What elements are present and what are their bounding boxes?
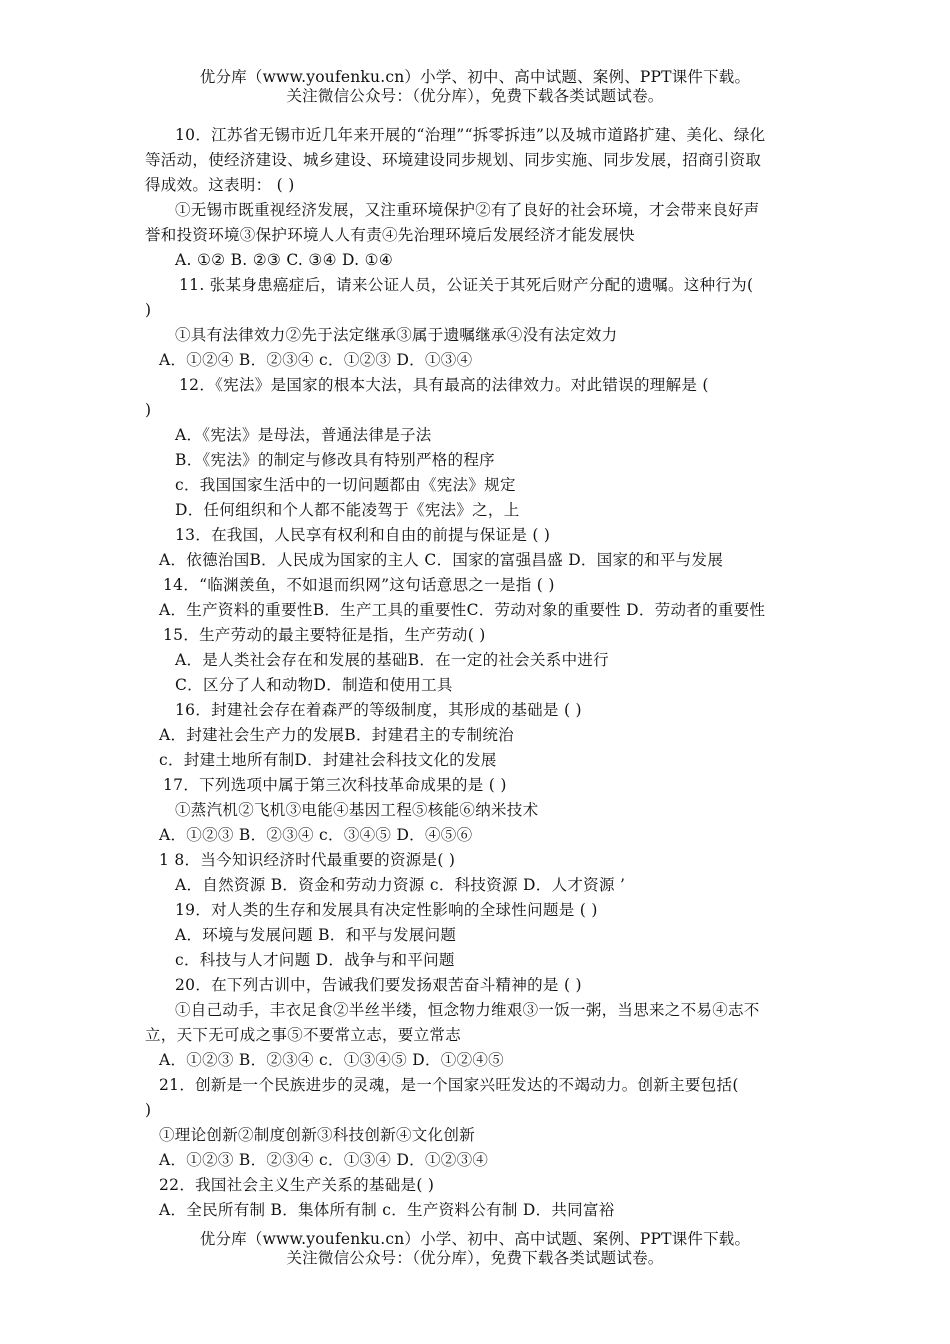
q15-options-2: C．区分了人和动物D．制造和使用工具 (175, 676, 453, 694)
q20-options: A．①②③ B．②③④ c．①③④⑤ D．①②④⑤ (159, 1051, 504, 1069)
q17-statements: ①蒸汽机②飞机③电能④基因工程⑤核能⑥纳米技术 (175, 801, 539, 819)
q12-option-c: c．我国国家生活中的一切问题都由《宪法》规定 (175, 476, 516, 494)
q11-statements: ①具有法律效力②先于法定继承③属于遗嘱继承④没有法定效力 (175, 326, 618, 344)
question-body (145, 123, 813, 1223)
q10-statements-1: ①无锡市既重视经济发展，又注重环境保护②有了良好的社会环境，才会带来良好声 (175, 201, 760, 219)
q12-stem-1: 12．《宪法》是国家的根本大法，具有最高的法律效力。对此错误的理解是 ( (179, 376, 709, 394)
q22-stem: 22．我国社会主义生产关系的基础是( ) (159, 1176, 435, 1194)
page-footer (0, 1230, 950, 1268)
q15-options-1: A．是人类社会存在和发展的基础B．在一定的社会关系中进行 (175, 651, 609, 669)
q20-stem: 20．在下列古训中，告诫我们要发扬艰苦奋斗精神的是 ( ) (175, 976, 582, 994)
q14-stem: 14．“临渊羡鱼，不如退而织网”这句话意思之一是指 ( ) (163, 576, 555, 594)
q10-stem-1: 10．江苏省无锡市近几年来开展的“治理”“拆零拆违”以及城市道路扩建、美化、绿化 (175, 126, 766, 144)
q15-stem: 15．生产劳动的最主要特征是指，生产劳动( ) (163, 626, 486, 644)
q12-option-b: B．《宪法》的制定与修改具有特别严格的程序 (175, 451, 495, 469)
q18-stem: 1 8．当今知识经济时代最重要的资源是( ) (159, 851, 456, 869)
q16-options-1: A．封建社会生产力的发展B．封建君主的专制统治 (159, 726, 514, 744)
q12-option-a: A．《宪法》是母法，普通法律是子法 (175, 426, 432, 444)
footer-line-2: 关注微信公众号：（优分库），免费下载各类试题试卷。 (286, 1249, 664, 1267)
q14-options: A．生产资料的重要性B．生产工具的重要性C．劳动对象的重要性 D．劳动者的重要性 (159, 601, 766, 619)
q11-stem-2: ) (145, 301, 152, 319)
q12-option-d: D．任何组织和个人都不能凌驾于《宪法》之，上 (175, 501, 520, 519)
header-line-1: 优分库（www.youfenku.cn）小学、初中、高中试题、案例、PPT课件下载。 (199, 68, 751, 86)
q19-stem: 19．对人类的生存和发展具有决定性影响的全球性问题是 ( ) (175, 901, 598, 919)
q22-options: A．全民所有制 B．集体所有制 c．生产资料公有制 D．共同富裕 (159, 1201, 615, 1219)
q11-options: A．①②④ B．②③④ c．①②③ D．①③④ (159, 351, 473, 369)
q13-stem: 13．在我国，人民享有权利和自由的前提与保证是 ( ) (175, 526, 551, 544)
q20-statements-1: ①自己动手，丰衣足食②半丝半缕，恒念物力维艰③一饭一粥，当思来之不易④志不 (175, 1001, 760, 1019)
q10-stem-2: 等活动，使经济建设、城乡建设、环境建设同步规划、同步实施、同步发展，招商引资取 (145, 151, 762, 169)
q21-stem-2: ) (145, 1101, 152, 1119)
q17-stem: 17．下列选项中属于第三次科技革命成果的是 ( ) (163, 776, 507, 794)
q20-statements-2: 立，天下无可成之事⑤不要常立志，要立常志 (145, 1026, 462, 1044)
q11-stem-1: 11. 张某身患癌症后，请来公证人员，公证关于其死后财产分配的遗嘱。这种行为( (179, 276, 754, 294)
q21-stem-1: 21．创新是一个民族进步的灵魂，是一个国家兴旺发达的不竭动力。创新主要包括( (159, 1076, 739, 1094)
q13-options: A．依德治国B．人民成为国家的主人 C．国家的富强昌盛 D．国家的和平与发展 (159, 551, 724, 569)
q19-options-1: A．环境与发展问题 B．和平与发展问题 (175, 926, 457, 944)
header-line-2: 关注微信公众号：（优分库），免费下载各类试题试卷。 (286, 87, 664, 105)
q10-statements-2: 誉和投资环境③保护环境人人有责④先治理环境后发展经济才能发展快 (145, 226, 635, 244)
q10-stem-3: 得成效。这表明： ( ) (145, 176, 295, 194)
q16-stem: 16．封建社会存在着森严的等级制度，其形成的基础是 ( ) (175, 701, 582, 719)
q10-options: A. ①② B. ②③ C. ③④ D. ①④ (175, 251, 394, 269)
q21-options: A．①②③ B．②③④ c．①③④ D．①②③④ (159, 1151, 489, 1169)
q17-options: A．①②③ B．②③④ c．③④⑤ D．④⑤⑥ (159, 826, 473, 844)
page-header (0, 68, 950, 106)
q12-stem-2: ) (145, 401, 152, 419)
q21-statements: ①理论创新②制度创新③科技创新④文化创新 (159, 1126, 476, 1144)
q19-options-2: c．科技与人才问题 D．战争与和平问题 (175, 951, 455, 969)
footer-line-1: 优分库（www.youfenku.cn）小学、初中、高中试题、案例、PPT课件下载。 (199, 1230, 751, 1248)
q16-options-2: c．封建土地所有制D．封建社会科技文化的发展 (159, 751, 497, 769)
q18-options: A．自然资源 B．资金和劳动力资源 c．科技资源 D．人才资源 ’ (175, 876, 626, 894)
